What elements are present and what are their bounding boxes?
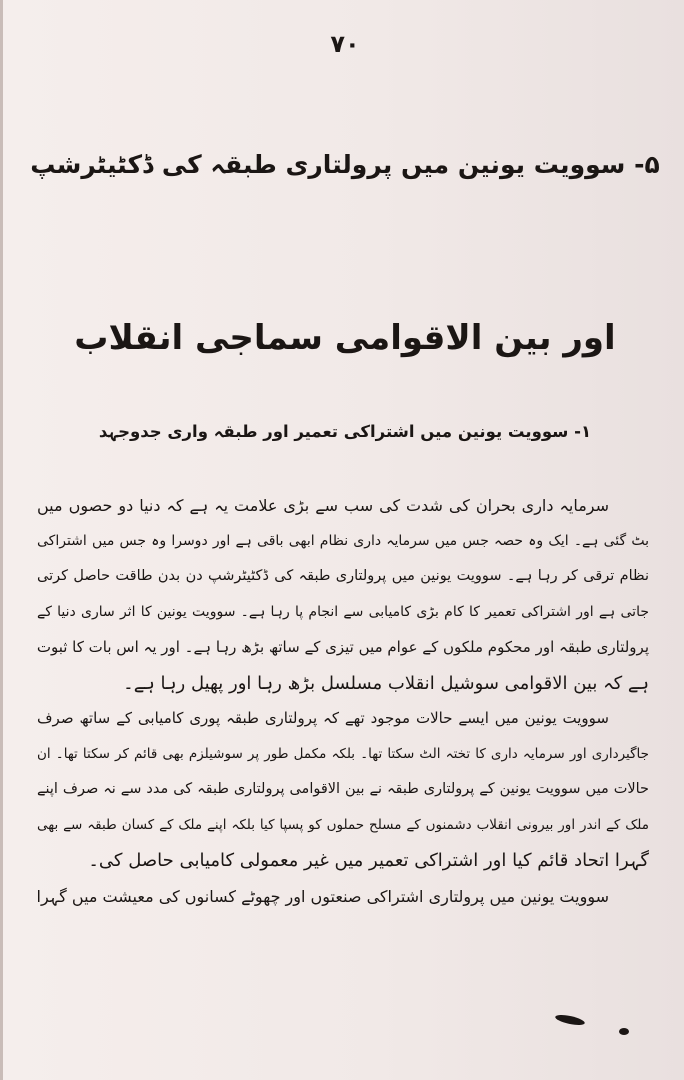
- section-heading: ۱- سوویت یونین میں اشتراکی تعمیر اور طبقہ واری جدوجہد: [98, 422, 592, 441]
- body-text: [37, 488, 649, 914]
- text-line: سوویت یونین میں ایسے حالات موجود تھے کہ پرولتاری طبقہ پوری کامیابی کے ساتھ صرف: [37, 709, 609, 727]
- text-line: جاگیرداری اور سرمایہ داری کا تختہ الٹ سکتا تھا۔ بلکہ مکمل طور پر سوشیلزم بھی قائم کر سکتا تھا۔ ان: [37, 745, 649, 762]
- text-line: پرولتاری طبقہ اور محکوم ملکوں کے عوام میں تیزی کے ساتھ بڑھ رہا ہے۔ اور یہ اس بات کا ثبوت: [36, 638, 649, 656]
- text-line: سوویت یونین میں پرولتاری اشتراکی صنعتوں اور چھوٹے کسانوں کی معیشت میں گہرا: [36, 886, 609, 906]
- text-line: بٹ گئی ہے۔ ایک وہ حصہ جس میں سرمایہ داری نظام ابھی باقی ہے اور دوسرا وہ جس میں اشتراکی: [37, 532, 649, 549]
- text-line: سرمایہ داری بحران کی شدت کی سب سے بڑی علامت یہ ہے کہ دنیا دو حصوں میں: [37, 496, 609, 515]
- text-line: حالات میں سوویت یونین کے پرولتاری طبقہ نے بین الاقوامی پرولتاری طبقہ کی مدد سے نہ صرف اپنے: [37, 781, 649, 797]
- chapter-title: ۵- سوویت یونین میں پرولتاری طبقہ کی ڈکٹیٹرشپ: [30, 150, 660, 179]
- page-number: ۷۰: [330, 30, 360, 58]
- text-line: ملک کے اندر اور بیرونی انقلاب دشمنوں کے مسلح حملوں کو پسپا کیا بلکہ اپنے ملک کے کسان طبقہ سے بھی: [37, 816, 649, 833]
- text-line: نظام ترقی کر رہا ہے۔ سوویت یونین میں پرولتاری طبقہ کی ڈکٹیٹرشپ دن بدن طاقت حاصل کرتی: [37, 568, 649, 584]
- ink-blot: [554, 1013, 585, 1027]
- text-line: ہے کہ بین الاقوامی سوشیل انقلاب مسلسل بڑھ رہا اور پھیل رہا ہے۔: [123, 672, 649, 694]
- text-line: گہرا اتحاد قائم کیا اور اشتراکی تعمیر میں غیر معمولی کامیابی حاصل کی۔: [88, 850, 649, 871]
- text-line: جاتی ہے اور اشتراکی تعمیر کا کام بڑی کامیابی سے انجام پا رہا ہے۔ سوویت یونین کا اثر ساری دنیا کے: [37, 603, 649, 620]
- chapter-subtitle: اور بین الاقوامی سماجی انقلاب: [74, 318, 616, 358]
- ink-blot: [619, 1028, 629, 1035]
